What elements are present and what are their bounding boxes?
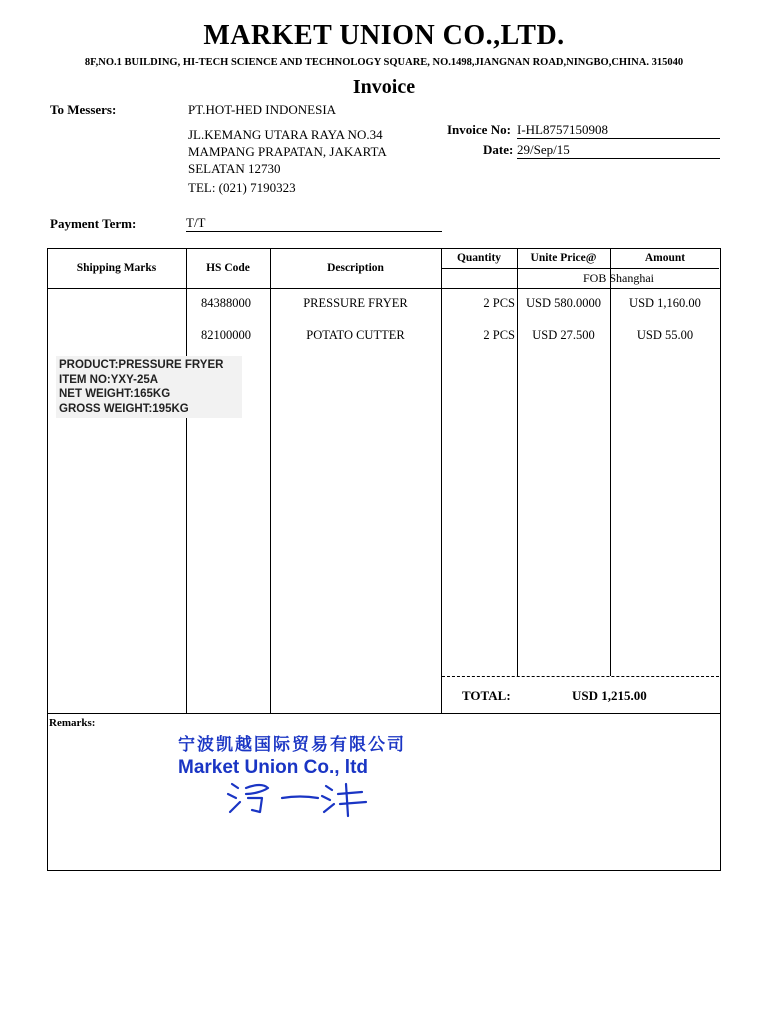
col-divider-qty [517, 248, 518, 676]
total-dashed-line [442, 676, 719, 677]
company-stamp [178, 730, 406, 779]
invoice-no-label: Invoice No: [447, 122, 511, 137]
row-2-unit-price: USD 27.500 [532, 328, 595, 342]
col-divider-price [610, 248, 611, 676]
row-1-hs-code: 84388000 [201, 296, 251, 310]
company-address: 8F,NO.1 BUILDING, HI-TECH SCIENCE AND TECHNOLOGY SQUARE, NO.1498,JIANGNAN ROAD,NINGBO,CHINA. 315040 [84, 57, 684, 68]
customer-address-line-3: SELATAN 12730 [188, 161, 281, 176]
header-terms: FOB Shanghai [582, 271, 654, 285]
row-1-description: PRESSURE FRYER [303, 296, 408, 310]
date-label: Date: [483, 142, 514, 157]
invoice-no-value: I-HL8757150908 [517, 122, 720, 139]
row-1-amount: USD 1,160.00 [629, 296, 701, 310]
header-bottom-line [47, 288, 720, 289]
header-hs-code: HS Code [206, 262, 250, 274]
customer-address-line-2: MAMPANG PRAPATAN, JAKARTA [188, 144, 387, 159]
marks-line: PRODUCT:PRESSURE FRYER [59, 359, 224, 371]
col-divider-desc [441, 248, 442, 713]
customer-tel: TEL: (021) 7190323 [188, 180, 296, 195]
stamp-english-name: Market Union Co., ltd [178, 757, 368, 778]
row-2-hs-code: 82100000 [201, 328, 251, 342]
customer-address-line-1: JL.KEMANG UTARA RAYA NO.34 [188, 127, 383, 142]
header-quantity: Quantity [456, 252, 502, 264]
row-2-quantity: 2 PCS [483, 328, 515, 342]
total-value: USD 1,215.00 [572, 688, 647, 703]
header-shipping-marks: Shipping Marks [76, 262, 157, 274]
marks-line: NET WEIGHT:165KG [59, 388, 171, 400]
col-divider-marks [186, 248, 187, 713]
to-messers-label: To Messers: [50, 102, 117, 117]
col-divider-hs [270, 248, 271, 713]
handwritten-signature [222, 776, 372, 820]
customer-name: PT.HOT-HED INDONESIA [188, 102, 337, 117]
marks-line: GROSS WEIGHT:195KG [59, 402, 189, 415]
company-name: MARKET UNION CO.,LTD. [203, 20, 565, 51]
shipping-marks-label [56, 356, 242, 418]
header-amount: Amount [644, 252, 686, 264]
row-2-description: POTATO CUTTER [306, 328, 405, 342]
marks-line: ITEM NO:YXY-25A [59, 373, 159, 386]
header-description: Description [327, 262, 384, 274]
payment-term-label: Payment Term: [50, 216, 137, 231]
header-unit-price: Unite Price@ [530, 252, 597, 264]
document-title: Invoice [352, 76, 416, 98]
remarks-divider [47, 713, 720, 714]
date-value: 29/Sep/15 [517, 142, 720, 159]
header-subdivider [442, 268, 719, 269]
payment-term-value: T/T [186, 215, 442, 232]
total-label: TOTAL: [462, 688, 511, 703]
row-2-amount: USD 55.00 [636, 328, 694, 342]
row-1-quantity: 2 PCS [483, 296, 515, 310]
row-1-unit-price: USD 580.0000 [525, 296, 601, 310]
stamp-chinese-name: 宁波凯越国际贸易有限公司 [178, 735, 406, 755]
remarks-label: Remarks: [49, 717, 96, 729]
